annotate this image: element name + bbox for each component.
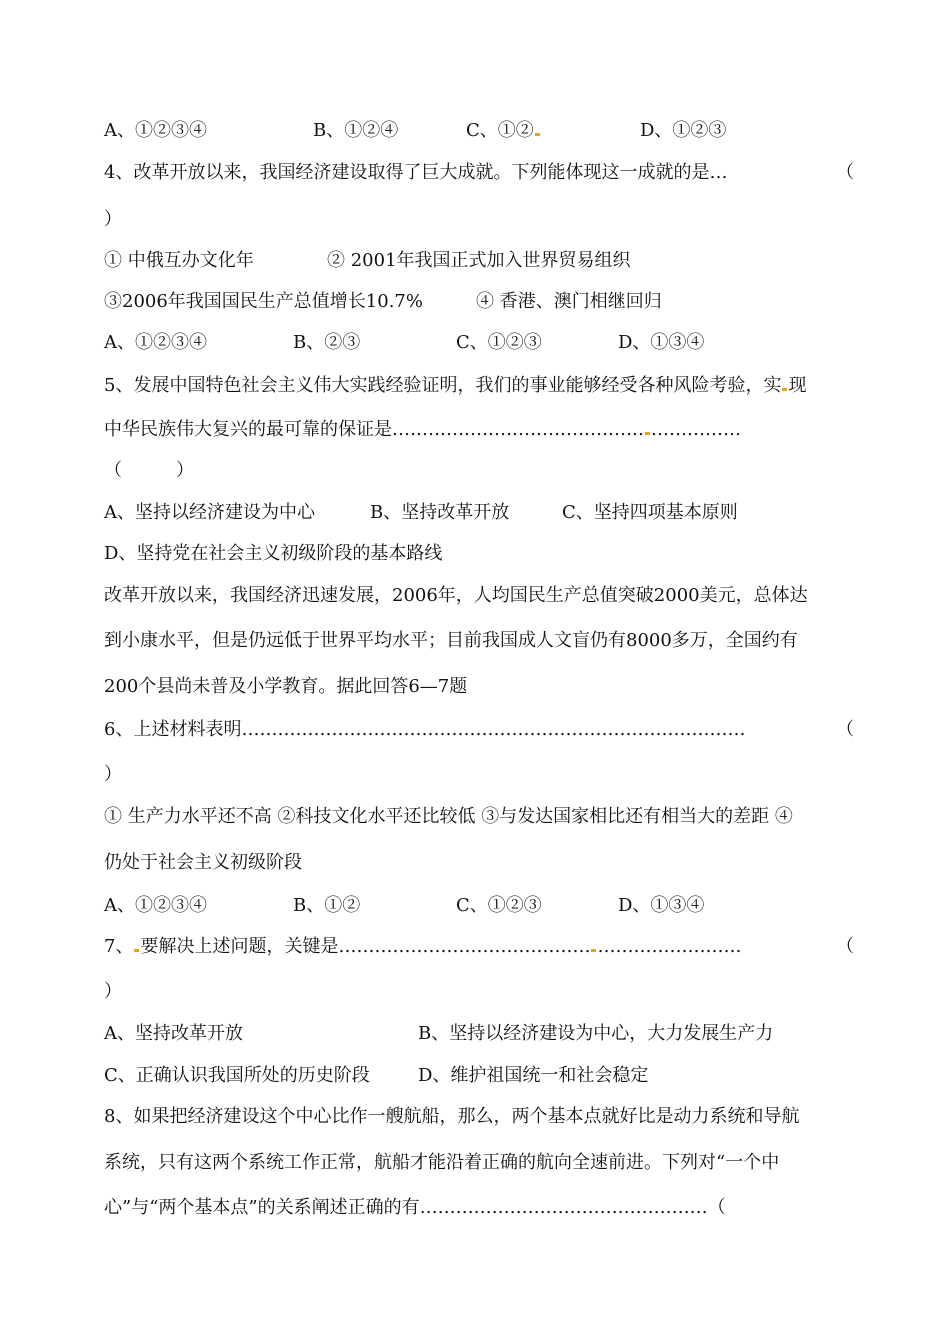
edit-mark [591, 949, 596, 952]
q4-option-d: D、①③④ [618, 332, 705, 353]
q7-option-d: D、维护祖国统一和社会稳定 [418, 1065, 649, 1086]
q5-option-d: D、坚持党在社会主义初级阶段的基本路线 [104, 543, 443, 564]
q5-line-1 [104, 374, 806, 398]
q7-paren-open: （ [836, 936, 854, 957]
q4-paren-close: ） [104, 209, 122, 230]
q7-option-a: A、坚持改革开放 [104, 1023, 243, 1044]
q7-option-c: C、正确认识我国所处的历史阶段 [104, 1065, 370, 1086]
q7-option-b: B、坚持以经济建设为中心，大力发展生产力 [418, 1023, 774, 1044]
q7-number: 7、 [104, 936, 134, 957]
material-line-1: 改革开放以来，我国经济迅速发展，2006年，人均国民生产总值突破2000美元，总体达 [104, 585, 808, 606]
q6-stem: 6、上述材料表明………………………………………………………………………… [104, 719, 746, 740]
edit-mark [134, 949, 139, 952]
q6-paren-open: （ [836, 719, 854, 740]
q6-option-b: B、①② [293, 895, 361, 916]
q6-items-line-2: 仍处于社会主义初级阶段 [104, 852, 302, 873]
q6-option-a: A、①②③④ [104, 895, 207, 916]
q3-option-d: D、①②③ [640, 120, 727, 141]
q8-line-1: 8、如果把经济建设这个中心比作一艘航船，那么，两个基本点就好比是动力系统和导航 [104, 1106, 800, 1127]
q6-option-d: D、①③④ [618, 895, 705, 916]
q4-stem: 4、改革开放以来，我国经济建设取得了巨大成就。下列能体现这一成就的是… [104, 162, 728, 183]
edit-mark [645, 432, 650, 435]
q6-paren-close: ） [104, 764, 122, 785]
q5-option-a: A、坚持以经济建设为中心 [104, 502, 315, 523]
q3-option-c [466, 119, 541, 143]
q4-item-2: ② 2001年我国正式加入世界贸易组织 [327, 250, 631, 271]
q4-paren-open: （ [836, 162, 854, 183]
q5-line-2 [104, 418, 741, 442]
edit-mark [782, 388, 787, 391]
q7-stem [104, 935, 741, 959]
q5-line-1-text: 5、发展中国特色社会主义伟大实践经验证明，我们的事业能够经受各种风险考验，实 [104, 375, 782, 396]
q5-line-2-text: 中华民族伟大复兴的最可靠的保证是…………………………………… [104, 419, 644, 440]
q4-item-3: ③2006年我国国民生产总值增长10.7% [104, 291, 423, 312]
q5-option-b: B、坚持改革开放 [370, 502, 510, 523]
q7-stem-tail: …………………… [597, 936, 742, 957]
q7-paren-close: ） [104, 981, 122, 1002]
q5-paren: （ ） [104, 460, 194, 481]
edit-mark [535, 133, 540, 136]
q4-option-c: C、①②③ [456, 332, 542, 353]
q8-line-3: 心”与“两个基本点”的关系阐述正确的有…………………………………………（ [104, 1197, 726, 1218]
material-line-2: 到小康水平，但是仍远低于世界平均水平；目前我国成人文盲仍有8000多万，全国约有 [104, 630, 798, 651]
q8-line-2: 系统，只有这两个系统工作正常，航船才能沿着正确的航向全速前进。下列对“一个中 [104, 1152, 780, 1173]
q3-option-a: A、①②③④ [104, 120, 207, 141]
q4-option-b: B、②③ [293, 332, 361, 353]
material-line-3: 200个县尚未普及小学教育。据此回答6—7题 [104, 676, 468, 697]
q5-line-1-tail: 现 [788, 375, 807, 396]
q6-items-line-1: ① 生产力水平还不高 ②科技文化水平还比较低 ③与发达国家相比还有相当大的差距 ④ [104, 806, 793, 827]
q3-option-b: B、①②④ [313, 120, 399, 141]
q5-option-c: C、坚持四项基本原则 [562, 502, 738, 523]
q5-line-2-tail: …………… [651, 419, 741, 440]
q4-option-a: A、①②③④ [104, 332, 207, 353]
q4-item-1: ① 中俄互办文化年 [104, 250, 254, 271]
q7-stem-text: 要解决上述问题，关键是…………………………………… [140, 936, 591, 957]
q4-item-4: ④ 香港、澳门相继回归 [476, 291, 662, 312]
q3-option-c-text: C、①② [466, 120, 534, 141]
q6-option-c: C、①②③ [456, 895, 542, 916]
